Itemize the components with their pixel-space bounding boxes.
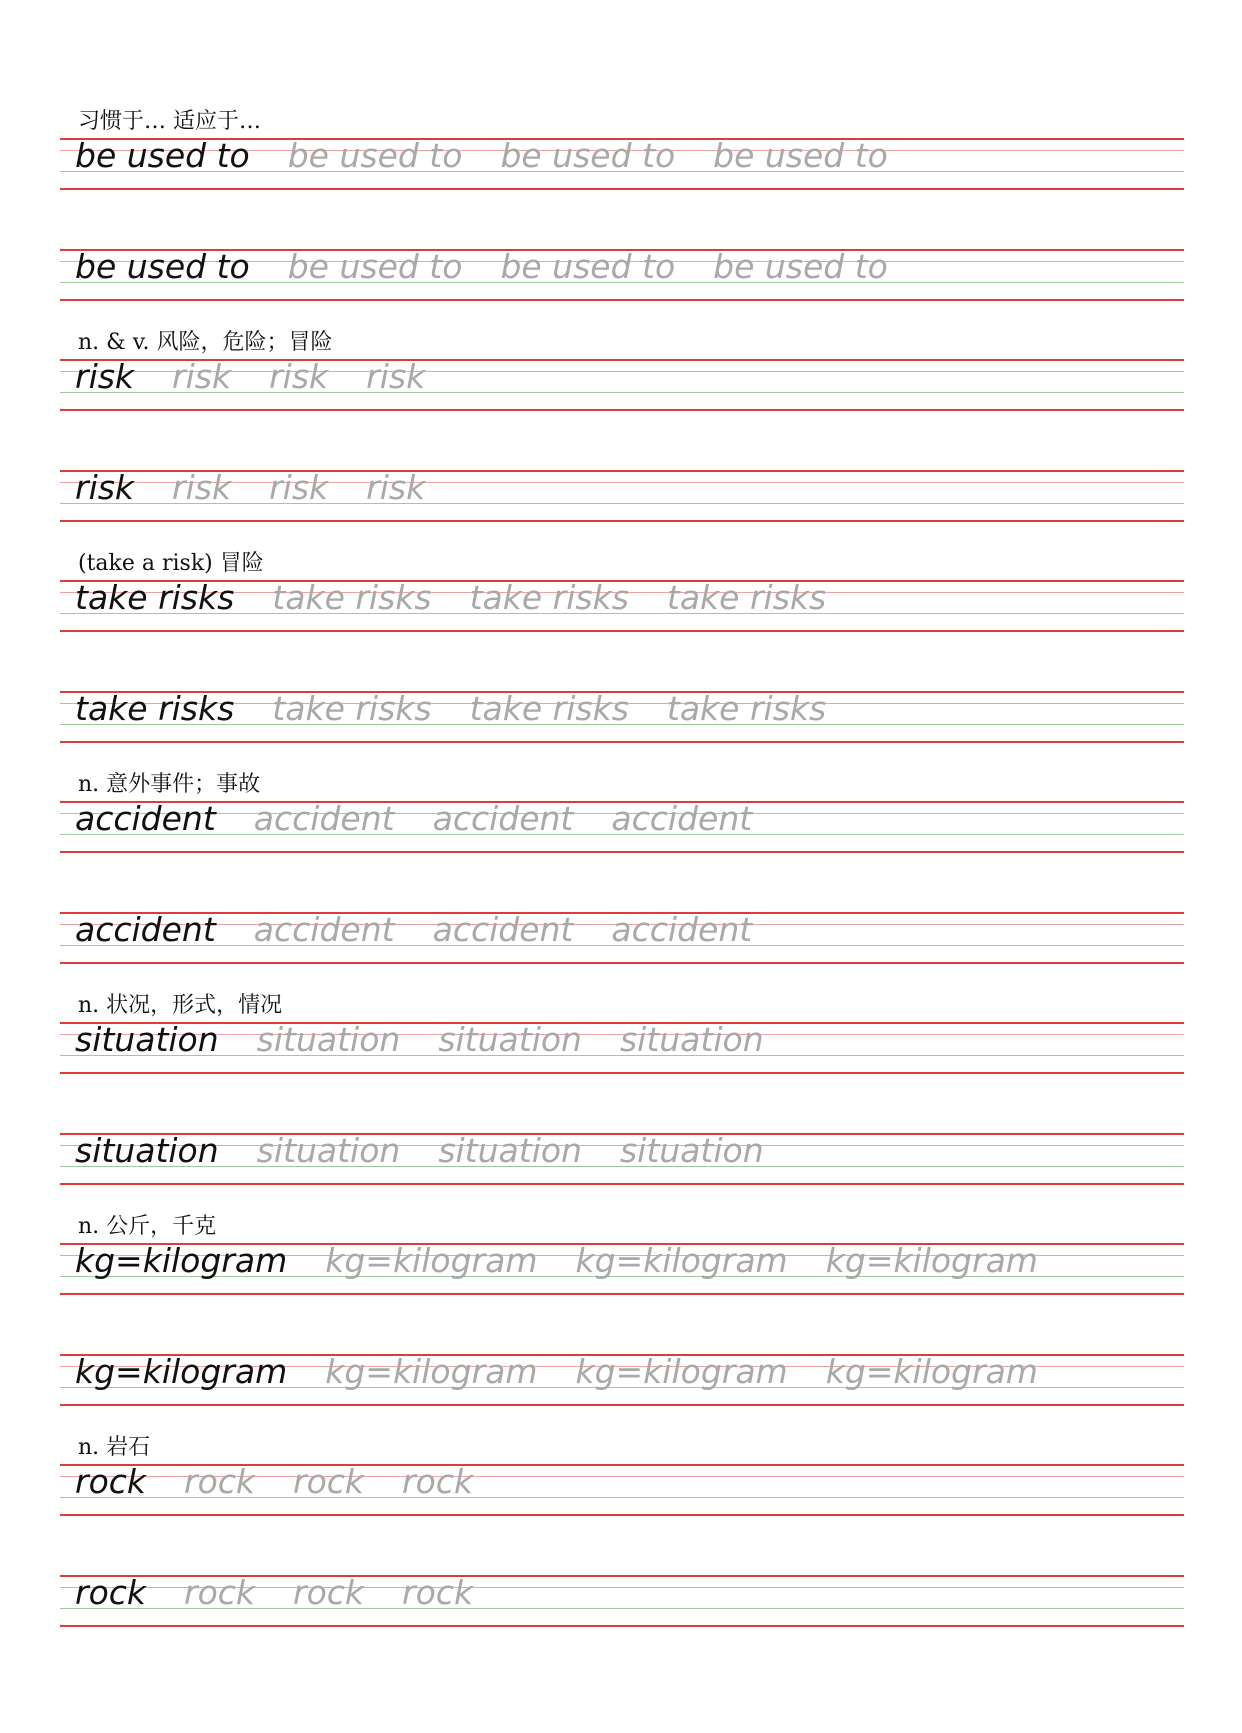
trace-word: situation <box>619 1131 764 1170</box>
trace-word: kg=kilogram <box>825 1241 1038 1280</box>
trace-word: rock <box>184 1462 256 1501</box>
model-word: be used to <box>75 136 250 175</box>
trace-word: risk <box>269 468 329 507</box>
writing-band <box>60 580 1184 632</box>
writing-band <box>60 1354 1184 1406</box>
trace-word: be used to <box>500 247 676 286</box>
trace-word: take risks <box>469 578 629 617</box>
model-word: rock <box>75 1573 147 1612</box>
trace-word: accident <box>611 910 753 949</box>
trace-word: rock <box>293 1462 365 1501</box>
trace-word: take risks <box>666 689 827 728</box>
model-word: take risks <box>75 578 235 617</box>
writing-band <box>60 138 1184 190</box>
word-meaning: 习惯于… 适应于… <box>78 109 261 134</box>
writing-band <box>60 1575 1184 1627</box>
word-meaning: n. 公斤，千克 <box>78 1214 217 1239</box>
writing-band <box>60 801 1184 853</box>
trace-word: accident <box>611 799 753 838</box>
trace-word: situation <box>438 1131 582 1170</box>
trace-word: be used to <box>287 136 463 175</box>
trace-word: situation <box>438 1020 582 1059</box>
trace-word: take risks <box>666 578 827 617</box>
trace-word: take risks <box>272 689 432 728</box>
trace-word: accident <box>432 910 574 949</box>
trace-word: kg=kilogram <box>825 1352 1038 1391</box>
writing-band <box>60 912 1184 964</box>
trace-word: situation <box>256 1131 401 1170</box>
trace-word: kg=kilogram <box>325 1241 538 1280</box>
trace-word: rock <box>293 1573 365 1612</box>
writing-band <box>60 1243 1184 1295</box>
model-word: risk <box>75 357 135 396</box>
trace-word: situation <box>619 1020 764 1059</box>
trace-word: risk <box>366 357 426 396</box>
trace-word: be used to <box>713 136 888 175</box>
trace-word: risk <box>366 468 426 507</box>
trace-word: rock <box>184 1573 256 1612</box>
trace-word: situation <box>256 1020 401 1059</box>
trace-word: kg=kilogram <box>575 1352 788 1391</box>
trace-word: accident <box>253 910 395 949</box>
model-word: situation <box>75 1020 219 1059</box>
model-word: kg=kilogram <box>75 1241 288 1280</box>
writing-band <box>60 359 1184 411</box>
trace-word: take risks <box>469 689 629 728</box>
word-meaning: n. 意外事件；事故 <box>78 772 261 797</box>
model-word: be used to <box>75 247 250 286</box>
trace-word: be used to <box>500 136 676 175</box>
word-meaning: n. 状况，形式，情况 <box>78 993 283 1018</box>
writing-band <box>60 1464 1184 1516</box>
writing-band <box>60 691 1184 743</box>
model-word: accident <box>75 799 216 838</box>
word-meaning: (take a risk) 冒险 <box>78 551 264 576</box>
trace-word: rock <box>402 1573 474 1612</box>
writing-band <box>60 249 1184 301</box>
trace-word: kg=kilogram <box>575 1241 788 1280</box>
model-word: kg=kilogram <box>75 1352 288 1391</box>
trace-word: accident <box>432 799 574 838</box>
model-word: situation <box>75 1131 219 1170</box>
model-word: risk <box>75 468 135 507</box>
trace-word: rock <box>402 1462 474 1501</box>
trace-word: be used to <box>287 247 463 286</box>
word-meaning: n. & v. 风险，危险；冒险 <box>78 330 333 355</box>
writing-band <box>60 1022 1184 1074</box>
trace-word: kg=kilogram <box>325 1352 538 1391</box>
trace-word: risk <box>172 357 232 396</box>
trace-word: accident <box>253 799 395 838</box>
model-word: take risks <box>75 689 235 728</box>
trace-word: risk <box>172 468 232 507</box>
writing-band <box>60 1133 1184 1185</box>
trace-word: take risks <box>272 578 432 617</box>
trace-word: risk <box>269 357 329 396</box>
model-word: rock <box>75 1462 147 1501</box>
trace-word: be used to <box>713 247 888 286</box>
word-meaning: n. 岩石 <box>78 1435 151 1460</box>
writing-band <box>60 470 1184 522</box>
model-word: accident <box>75 910 216 949</box>
